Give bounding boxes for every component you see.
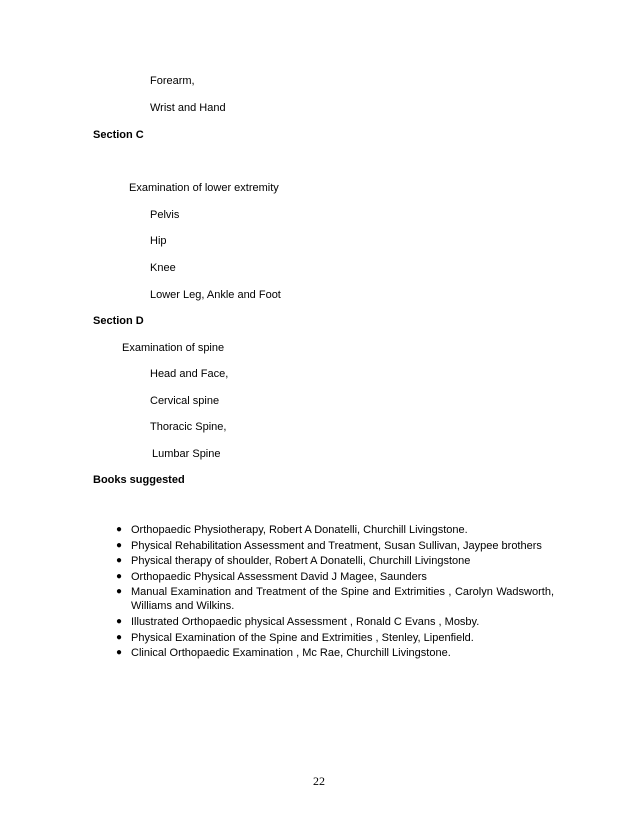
section-c-item-pelvis: Pelvis	[150, 209, 180, 221]
books-heading: Books suggested	[93, 474, 185, 486]
bullet-icon: ●	[116, 647, 123, 659]
list-item	[114, 554, 554, 568]
list-item	[114, 570, 554, 584]
book-entry-text: Orthopaedic Physical Assessment David J Magee, Saunders	[131, 570, 427, 583]
section-c-topic: Examination of lower extremity	[129, 182, 279, 194]
book-entry-text: Manual Examination and Treatment of the Spine and Extrimities , Carolyn Wadsworth, Williams and Wilkins.	[131, 586, 554, 613]
list-item	[114, 615, 554, 629]
book-entry-text: Clinical Orthopaedic Examination , Mc Rae, Churchill Livingstone.	[131, 647, 451, 660]
section-d-item-head-face: Head and Face,	[150, 368, 229, 380]
bullet-icon: ●	[116, 524, 123, 535]
section-d-item-cervical: Cervical spine	[150, 395, 220, 407]
list-item	[114, 523, 554, 537]
book-list	[114, 523, 554, 662]
section-b-item-forearm: Forearm,	[150, 75, 195, 87]
list-item	[114, 585, 554, 613]
bullet-icon: ●	[116, 586, 123, 598]
book-entry-text: Orthopaedic Physiotherapy, Robert A Donatelli, Churchill Livingstone.	[131, 524, 468, 536]
list-item	[114, 631, 554, 645]
section-b-item-wrist-hand: Wrist and Hand	[150, 102, 226, 114]
bullet-icon: ●	[116, 539, 123, 551]
book-entry-text: Physical Rehabilitation Assessment and Treatment, Susan Sullivan, Jaypee brothers	[131, 539, 542, 552]
book-entry-text: Physical Examination of the Spine and Extrimities , Stenley, Lipenfield.	[131, 631, 474, 644]
book-entry-text: Illustrated Orthopaedic physical Assessment , Ronald C Evans , Mosby.	[131, 615, 480, 628]
bullet-icon: ●	[116, 631, 123, 643]
page-number: 22	[313, 774, 325, 788]
section-c-item-hip: Hip	[150, 235, 167, 247]
section-c-heading: Section C	[93, 129, 144, 141]
section-d-item-thoracic: Thoracic Spine,	[150, 421, 227, 433]
list-item	[114, 646, 554, 660]
section-c-item-knee: Knee	[150, 262, 176, 274]
section-d-heading: Section D	[93, 315, 144, 327]
section-d-item-lumbar: Lumbar Spine	[152, 448, 221, 460]
section-c-item-lower-leg: Lower Leg, Ankle and Foot	[150, 289, 281, 301]
section-d-topic: Examination of spine	[122, 342, 225, 354]
bullet-icon: ●	[116, 615, 123, 627]
book-entry-text: Physical therapy of shoulder, Robert A Donatelli, Churchill Livingstone	[131, 555, 471, 568]
bullet-icon: ●	[116, 570, 123, 582]
bullet-icon: ●	[116, 555, 123, 567]
list-item	[114, 539, 554, 553]
